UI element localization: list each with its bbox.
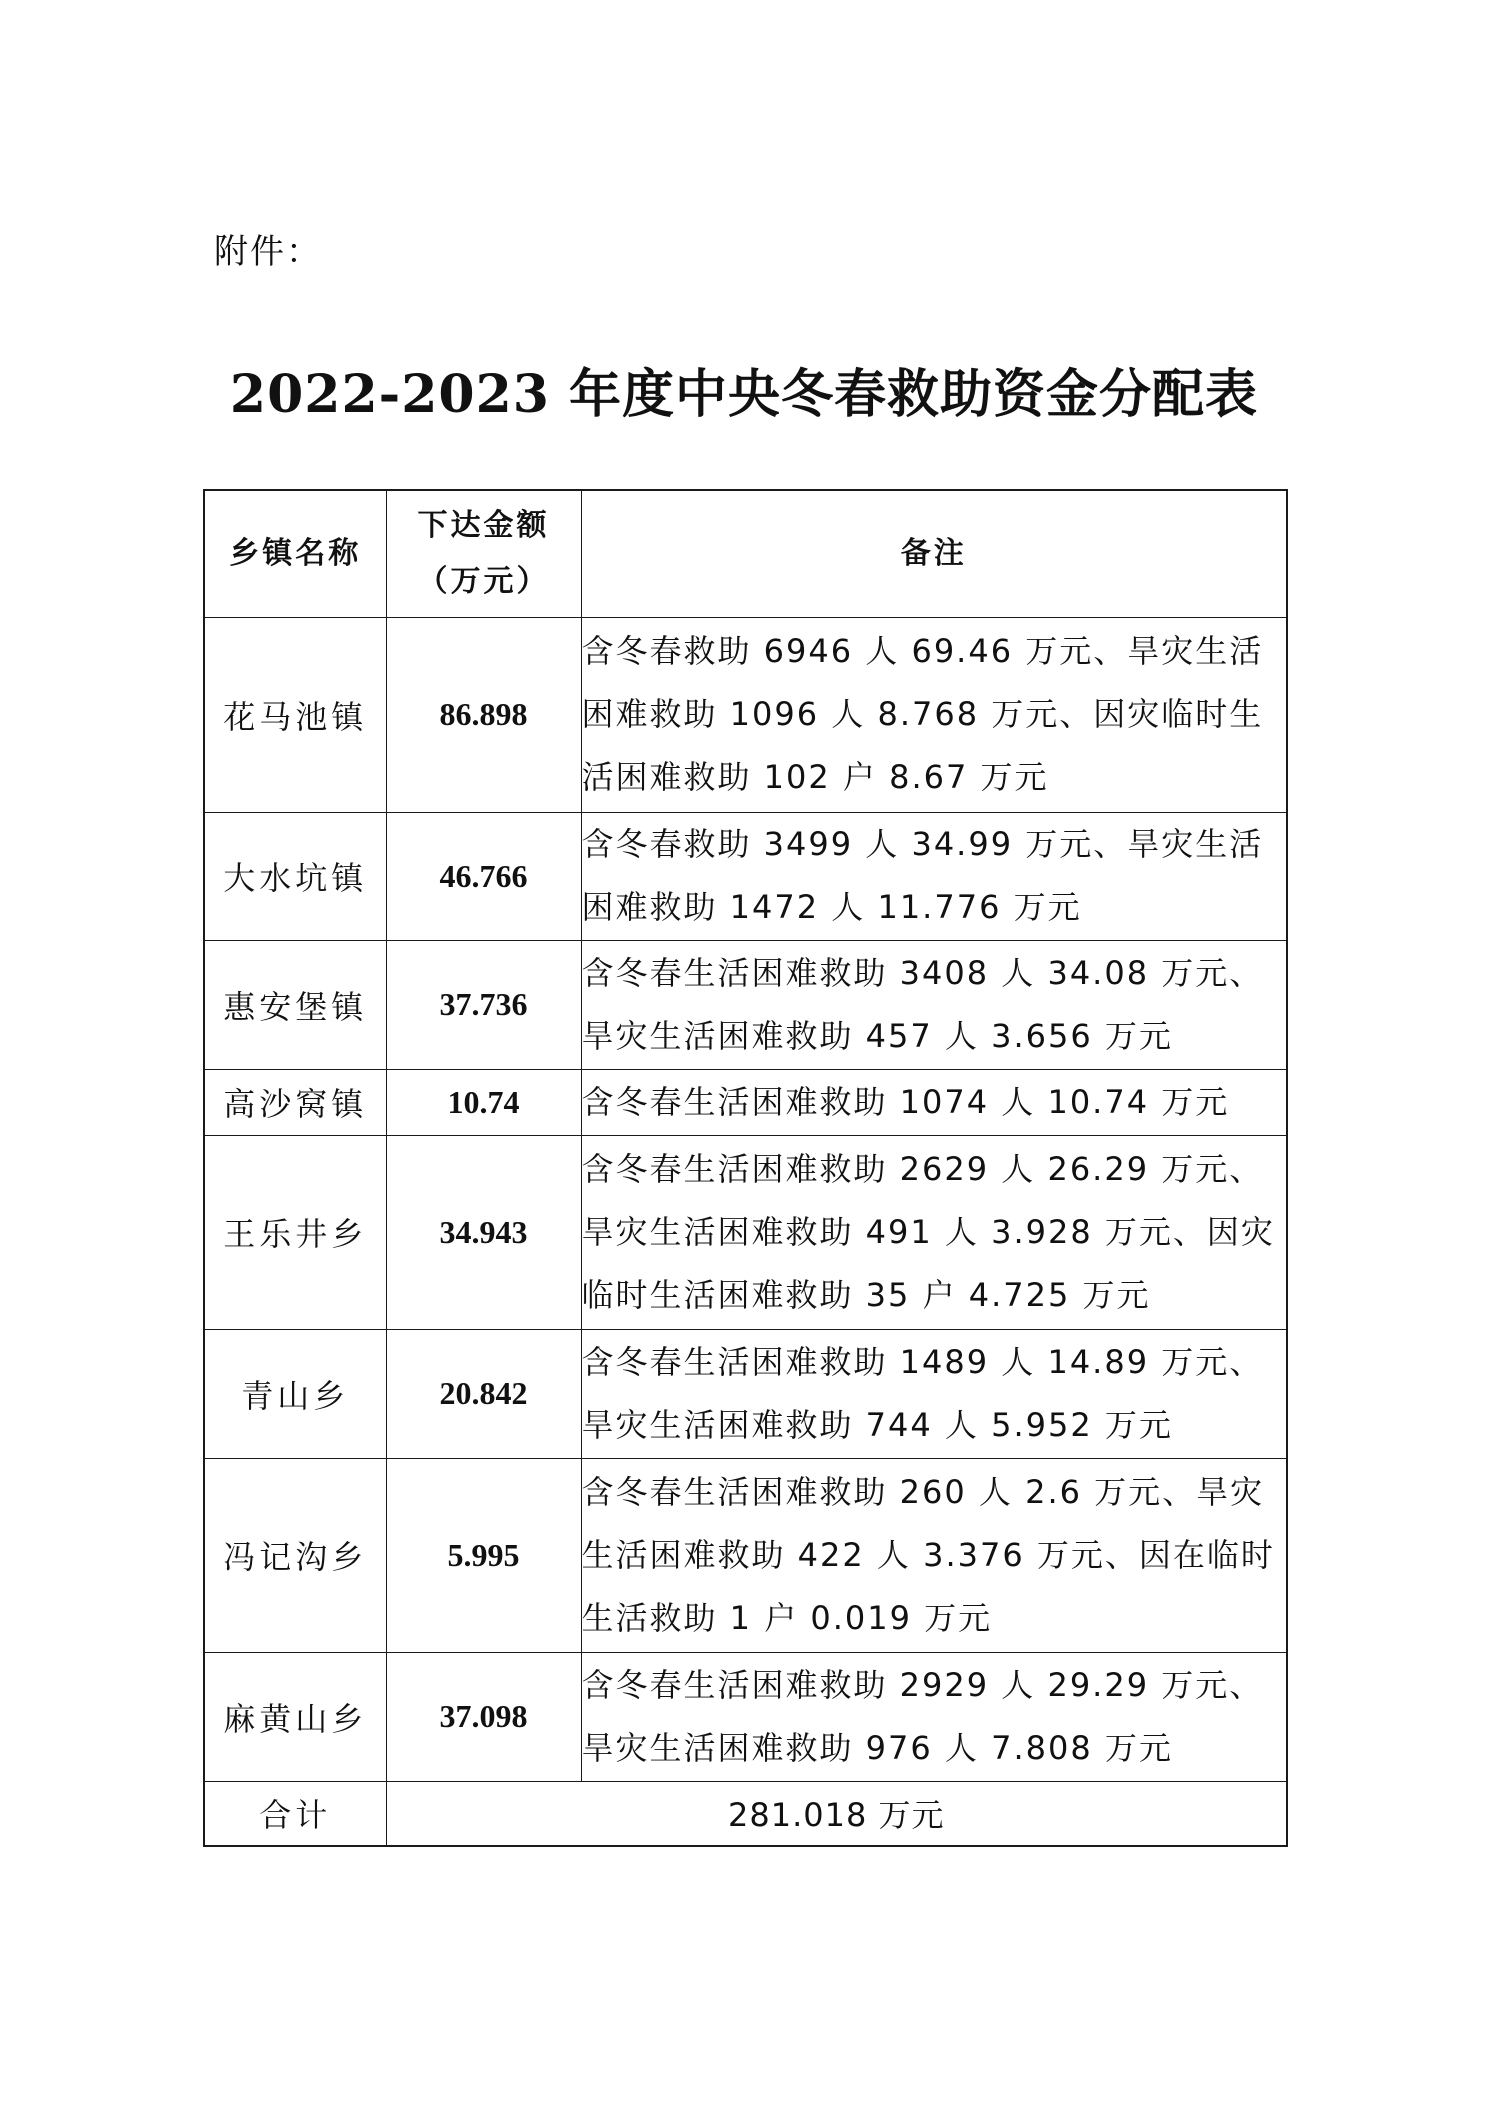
table-row xyxy=(204,1329,1287,1458)
amount-value: 86.898 xyxy=(386,617,581,812)
amount-value: 34.943 xyxy=(386,1135,581,1329)
header-amount-line1: 下达金额 xyxy=(417,507,550,543)
notes-text: 含冬春生活困难救助 2629 人 26.29 万元、旱灾生活困难救助 491 人 3.928 万元、因灾临时生活困难救助 35 户 4.725 万元 xyxy=(581,1135,1287,1329)
header-amount xyxy=(386,490,581,617)
notes-text: 含冬春生活困难救助 1074 人 10.74 万元 xyxy=(581,1069,1287,1135)
town-name: 冯记沟乡 xyxy=(204,1458,386,1652)
notes-text: 含冬春生活困难救助 260 人 2.6 万元、旱灾生活困难救助 422 人 3.376 万元、因在临时生活救助 1 户 0.019 万元 xyxy=(581,1458,1287,1652)
notes-text: 含冬春救助 3499 人 34.99 万元、旱灾生活困难救助 1472 人 11.776 万元 xyxy=(581,812,1287,940)
town-name: 惠安堡镇 xyxy=(204,940,386,1069)
town-name: 花马池镇 xyxy=(204,617,386,812)
amount-value: 20.842 xyxy=(386,1329,581,1458)
table-row xyxy=(204,617,1287,812)
notes-text: 含冬春生活困难救助 3408 人 34.08 万元、旱灾生活困难救助 457 人 3.656 万元 xyxy=(581,940,1287,1069)
table-total-row xyxy=(204,1781,1287,1846)
allocation-table xyxy=(203,489,1288,1847)
amount-value: 10.74 xyxy=(386,1069,581,1135)
town-name: 高沙窝镇 xyxy=(204,1069,386,1135)
header-notes: 备注 xyxy=(581,490,1287,617)
town-name: 王乐井乡 xyxy=(204,1135,386,1329)
table-header-row xyxy=(204,490,1287,617)
notes-text: 含冬春救助 6946 人 69.46 万元、旱灾生活困难救助 1096 人 8.768 万元、因灾临时生活困难救助 102 户 8.67 万元 xyxy=(581,617,1287,812)
amount-value: 5.995 xyxy=(386,1458,581,1652)
header-amount-line2: （万元） xyxy=(417,563,550,599)
table-row xyxy=(204,1652,1287,1781)
attachment-label: 附件： xyxy=(214,232,322,272)
total-value: 281.018 万元 xyxy=(386,1781,1287,1846)
table-row xyxy=(204,1458,1287,1652)
town-name: 麻黄山乡 xyxy=(204,1652,386,1781)
table-row xyxy=(204,1069,1287,1135)
notes-text: 含冬春生活困难救助 1489 人 14.89 万元、旱灾生活困难救助 744 人 5.952 万元 xyxy=(581,1329,1287,1458)
total-label: 合计 xyxy=(204,1781,386,1846)
header-town: 乡镇名称 xyxy=(204,490,386,617)
amount-value: 37.098 xyxy=(386,1652,581,1781)
table-row xyxy=(204,940,1287,1069)
document-title: 2022-2023 年度中央冬春救助资金分配表 xyxy=(229,364,1259,425)
town-name: 大水坑镇 xyxy=(204,812,386,940)
table-row xyxy=(204,1135,1287,1329)
amount-value: 37.736 xyxy=(386,940,581,1069)
notes-text: 含冬春生活困难救助 2929 人 29.29 万元、旱灾生活困难救助 976 人 7.808 万元 xyxy=(581,1652,1287,1781)
amount-value: 46.766 xyxy=(386,812,581,940)
town-name: 青山乡 xyxy=(204,1329,386,1458)
table-row xyxy=(204,812,1287,940)
